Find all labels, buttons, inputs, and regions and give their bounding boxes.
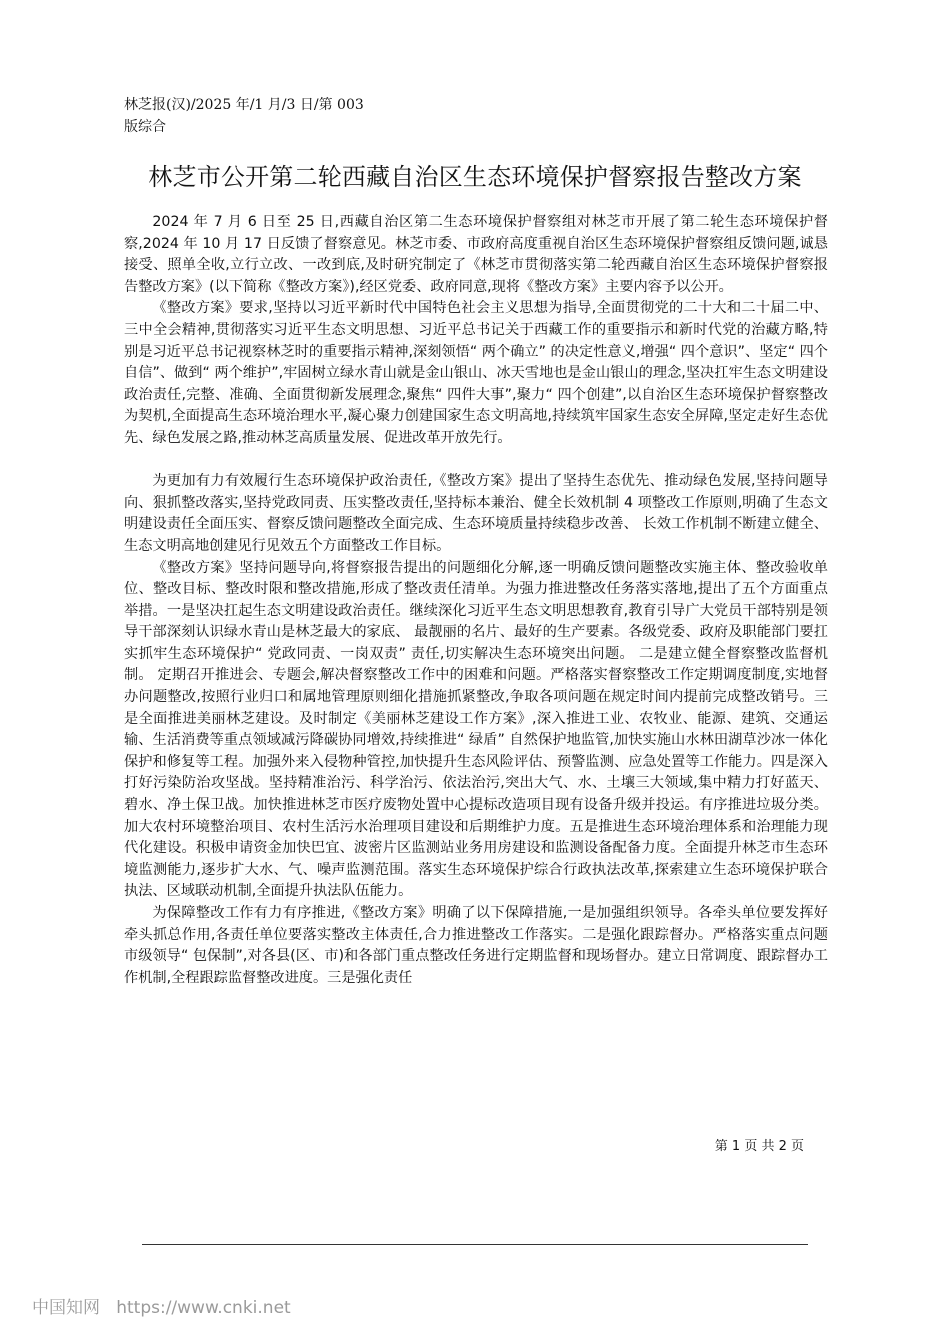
- footer-divider: [142, 1244, 808, 1245]
- source-line-2: 版综合: [124, 119, 166, 135]
- article-title: 林芝市公开第二轮西藏自治区生态环境保护督察报告整改方案: [148, 163, 802, 191]
- article-body: [124, 212, 828, 989]
- cnki-watermark: 中国知网 https://www.cnki.net: [32, 1298, 291, 1318]
- paragraph-1: 2024 年 7 月 6 日至 25 日,西藏自治区第二生态环境保护督察组对林芝市开展了第二轮生态环境保护督察,2024 年 10 月 17 日反馈了督察意见。林芝市委、市政府高度重视自治区生态环境保护督察组反馈问题,诚恳接受、照单全收,立行立改、一改到底,及时研究制定了《林芝市贯彻落实第二轮西藏自治区生态环境保护督察报告整改方案》(以下简称《整改方案》),经区党委、政府同意,现将《整改方案》主要内容予以公开。: [124, 214, 828, 295]
- page-number: 第 1 页 共 2 页: [714, 1139, 804, 1154]
- source-line-1: 林芝报(汉)/2025 年/1 月/3 日/第 003: [124, 97, 364, 113]
- paragraph-3: 为更加有力有效履行生态环境保护政治责任,《整改方案》提出了坚持生态优先、推动绿色发展,坚持问题导向、狠抓整改落实,坚持党政同责、压实整改责任,坚持标本兼治、健全长效机制 4 项整改工作原则,明确了生态文明建设责任全面压实、督察反馈问题整改全面完成、生态环境质量持续稳步改善、 长效工作机制不断建立健全、 生态文明高地创建见行见效五个方面整改工作目标。: [124, 473, 828, 554]
- paragraph-4: 《整改方案》坚持问题导向,将督察报告提出的问题细化分解,逐一明确反馈问题整改实施主体、整改验收单位、整改目标、整改时限和整改措施,形成了整改责任清单。为强力推进整改任务落实落地,提出了五个方面重点举措。一是坚决扛起生态文明建设政治责任。继续深化习近平生态文明思想教育,教育引导广大党员干部特别是领导干部深刻认识绿水青山是林芝最大的家底、 最靓丽的名片、最好的生产要素。各级党委、政府及职能部门要扛实抓牢生态环境保护“ 党政同责、一岗双责” 责任,切实解决生态环境突出问题。 二是建立健全督察整改监督机制。 定期召开推进会、专题会,解决督察整改工作中的困难和问题。严格落实督察整改工作定期调度制度,实地督办问题整改,按照行业归口和属地管理原则细化措施抓紧整改,争取各项问题在规定时间内提前完成整改销号。三是全面推进美丽林芝建设。及时制定《美丽林芝建设工作方案》,深入推进工业、农牧业、能源、建筑、交通运输、生活消费等重点领域减污降碳协同增效,持续推进“ 绿盾” 自然保护地监管,加快实施山水林田湖草沙冰一体化保护和修复等工程。加强外来入侵物种管控,加快提升生态风险评估、预警监测、应急处置等工作能力。四是深入打好污染防治攻坚战。坚持精准治污、科学治污、依法治污,突出大气、水、土壤三大领域,集中精力打好蓝天、碧水、净土保卫战。加快推进林芝市医疗废物处置中心提标改造项目现有设备升级并投运。有序推进垃圾分类。加大农村环境整治项目、农村生活污水治理项目建设和后期维护力度。五是推进生态环境治理体系和治理能力现代化建设。积极申请资金加快巴宜、波密片区监测站业务用房建设和监测设备配备力度。全面提升林芝市生态环境监测能力,逐步扩大水、气、噪声监测范围。落实生态环境保护综合行政执法改革,探索建立生态环境保护联合执法、区域联动机制,全面提升执法队伍能力。: [124, 559, 828, 900]
- paragraph-2: 《整改方案》要求,坚持以习近平新时代中国特色社会主义思想为指导,全面贯彻党的二十大和二十届二中、三中全会精神,贯彻落实习近平生态文明思想、习近平总书记关于西藏工作的重要指示和新时代党的治藏方略,特别是习近平总书记视察林芝时的重要指示精神,深刻领悟“ 两个确立” 的决定性意义,增强“ 四个意识”、坚定“ 四个自信”、做到“ 两个维护”,牢固树立绿水青山就是金山银山、冰天雪地也是金山银山的理念,坚决扛牢生态文明建设政治责任,完整、准确、全面贯彻新发展理念,聚焦“ 四件大事”,聚力“ 四个创建”,以自治区生态环境保护督察整改为契机,全面提高生态环境治理水平,凝心聚力创建国家生态文明高地,持续筑牢国家生态安全屏障,坚定走好生态优先、绿色发展之路,推动林芝高质量发展、促进改革开放先行。: [124, 300, 828, 446]
- paragraph-5: 为保障整改工作有力有序推进,《整改方案》明确了以下保障措施,一是加强组织领导。各牵头单位要发挥好牵头抓总作用,各责任单位要落实整改主体责任,合力推进整改工作落实。二是强化跟踪督办。严格落实重点问题市级领导“ 包保制”,对各县(区、市)和各部门重点整改任务进行定期监督和现场督办。建立日常调度、跟踪督办工作机制,全程跟踪监督整改进度。三是强化责任: [124, 905, 828, 986]
- publication-source: [124, 94, 424, 138]
